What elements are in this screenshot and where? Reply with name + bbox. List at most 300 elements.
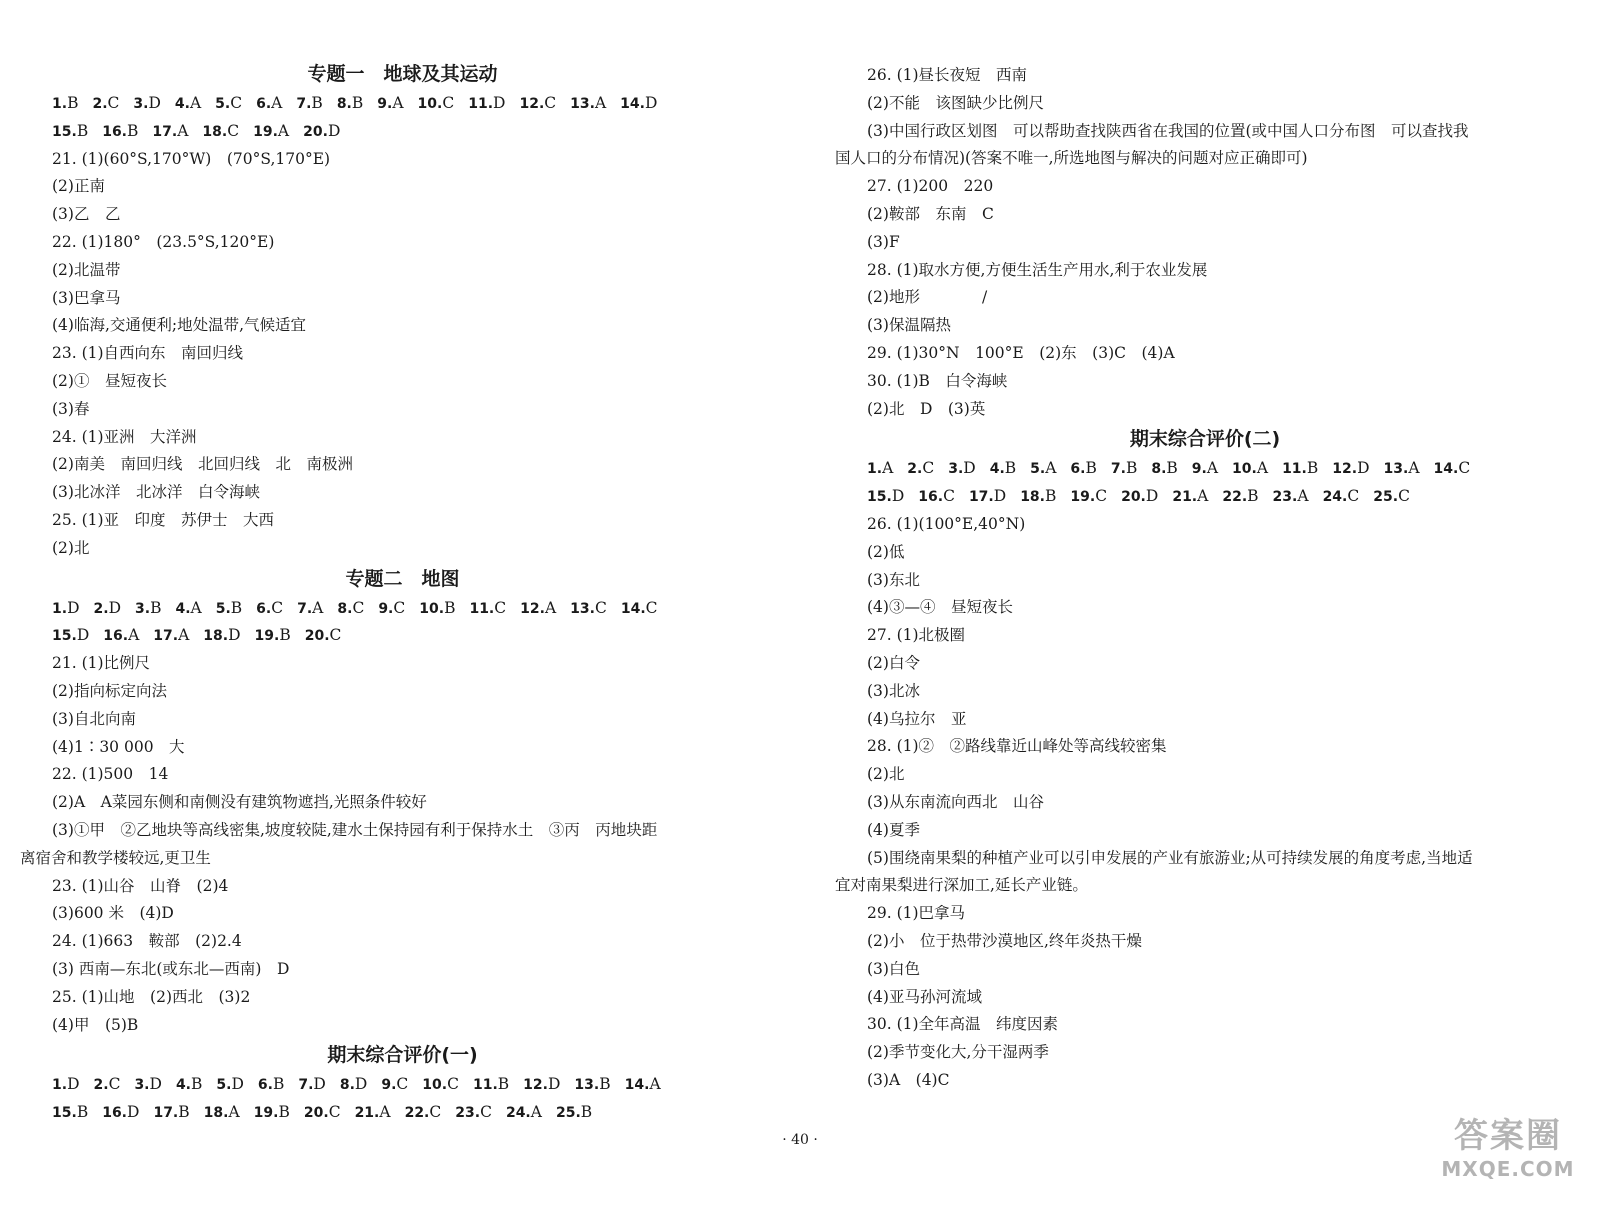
answer-letter: D xyxy=(327,121,341,140)
question-number: 16. xyxy=(918,489,944,506)
answer-letter: C xyxy=(227,121,240,140)
question-answer-line: 22. (1)500 14 xyxy=(52,765,169,784)
question-number: 5. xyxy=(215,600,231,617)
question-answer-line: 25. (1)山地 (2)西北 (3)2 xyxy=(52,987,251,1006)
question-number: 14. xyxy=(620,600,646,617)
choice-answer-row xyxy=(835,483,1575,511)
question-number: 16. xyxy=(102,123,128,140)
question-number: 13. xyxy=(570,600,595,617)
choice-answer xyxy=(254,1099,290,1127)
question-number: 12. xyxy=(523,1077,548,1094)
choice-answer xyxy=(52,118,88,146)
question-number: 9. xyxy=(381,1077,397,1094)
answer-line: (2)北温带 xyxy=(52,260,121,279)
left-column xyxy=(20,58,785,1127)
answer-letter: A xyxy=(190,598,202,617)
choice-answer xyxy=(520,595,556,623)
choice-answer xyxy=(377,90,403,118)
answer-letter: C xyxy=(1458,459,1471,478)
answer-line: (4)甲 (5)B xyxy=(52,1015,139,1034)
choice-answer xyxy=(523,1071,560,1099)
question-number: 14. xyxy=(1433,461,1459,478)
answer-letter: D xyxy=(354,1075,368,1094)
choice-answer xyxy=(621,595,658,623)
question-answer-line: 26. (1)昼长夜短 西南 xyxy=(867,66,1028,84)
question-number: 23. xyxy=(1272,489,1298,506)
answer-letter: C xyxy=(230,94,243,112)
choice-answer xyxy=(94,1071,121,1099)
choice-answer xyxy=(1384,455,1420,483)
choice-answer xyxy=(570,90,606,118)
choice-answer xyxy=(405,1099,442,1127)
choice-answer xyxy=(1121,483,1158,511)
answer-line: (4)乌拉尔 亚 xyxy=(867,709,967,728)
question-number: 6. xyxy=(256,600,272,617)
answer-letter: D xyxy=(149,1075,162,1094)
answer-letter: C xyxy=(494,598,507,617)
answer-letter: B xyxy=(230,598,243,617)
answer-letter: C xyxy=(393,598,406,617)
question-number: 1. xyxy=(52,1077,68,1094)
choice-answer-row xyxy=(20,1071,785,1099)
choice-answer xyxy=(519,90,556,118)
choice-answer xyxy=(469,595,506,623)
answer-letter: C xyxy=(594,598,607,617)
question-number: 17. xyxy=(153,628,179,645)
answer-letter: C xyxy=(480,1103,492,1122)
answer-letter: B xyxy=(580,1103,593,1122)
question-number: 2. xyxy=(93,600,109,617)
question-number: 4. xyxy=(175,1077,191,1094)
answer-letter: D xyxy=(67,1075,80,1094)
choice-answer xyxy=(1172,483,1208,511)
answer-line: (4)③—④ 昼短夜长 xyxy=(867,598,1013,617)
question-answer-line: 21. (1)(60°S,170°W) (70°S,170°E) xyxy=(52,149,331,168)
section-title: 期末综合评价(二) xyxy=(1129,428,1281,451)
choice-answer xyxy=(176,1071,202,1099)
answer-letter: B xyxy=(178,1103,190,1122)
question-number: 21. xyxy=(1172,489,1198,506)
answer-line: (3)A (4)C xyxy=(867,1070,950,1089)
answer-line: 宜对南果梨进行深加工,延长产业链。 xyxy=(835,876,1088,895)
answer-letter: C xyxy=(442,94,455,112)
answer-letter: A xyxy=(177,121,189,140)
answer-letter: B xyxy=(497,1075,510,1094)
question-number: 20. xyxy=(303,1105,329,1122)
answer-letter: B xyxy=(279,626,291,645)
answer-letter: D xyxy=(231,1075,244,1094)
answer-line: (3)中国行政区划图 可以帮助查找陕西省在我国的位置(或中国人口分布图 可以查找我 xyxy=(867,121,1469,140)
choice-answer xyxy=(135,595,161,623)
choice-answer xyxy=(102,1099,139,1127)
choice-answer xyxy=(625,1071,661,1099)
answer-letter: C xyxy=(544,94,557,112)
answer-line: 国人口的分布情况)(答案不唯一,所选地图与解决的问题对应正确即可) xyxy=(835,149,1308,168)
answer-letter: B xyxy=(1125,459,1138,478)
choice-answer xyxy=(203,622,240,650)
choice-answer-row xyxy=(20,595,785,623)
question-number: 3. xyxy=(134,1077,150,1094)
answer-letter: A xyxy=(1297,487,1309,506)
answer-letter: A xyxy=(271,94,283,112)
choice-answer xyxy=(867,483,904,511)
answer-letter: B xyxy=(1085,459,1097,478)
answer-letter: B xyxy=(76,121,89,140)
choice-answer xyxy=(1030,455,1056,483)
question-number: 24. xyxy=(505,1105,531,1122)
question-number: 5. xyxy=(216,1077,232,1094)
question-answer-line: 30. (1)全年高温 纬度因素 xyxy=(867,1015,1059,1034)
answer-letter: C xyxy=(107,94,120,112)
answer-letter: A xyxy=(392,94,404,112)
choice-answer xyxy=(969,483,1006,511)
question-number: 19. xyxy=(1070,489,1096,506)
question-number: 22. xyxy=(404,1105,430,1122)
question-number: 1. xyxy=(52,96,68,112)
answer-line: (3)白色 xyxy=(867,959,920,978)
answer-letter: A xyxy=(1408,459,1420,478)
answer-letter: C xyxy=(1095,487,1108,506)
right-column xyxy=(835,62,1575,1095)
question-number: 18. xyxy=(203,1105,229,1122)
choice-answer xyxy=(153,1099,189,1127)
answer-letter: D xyxy=(547,1075,561,1094)
answer-line: (2)A A菜园东侧和南侧没有建筑物遮挡,光照条件较好 xyxy=(52,793,427,812)
answer-letter: D xyxy=(644,94,658,112)
answer-letter: B xyxy=(191,1075,203,1094)
question-answer-line: 23. (1)自西向东 南回归线 xyxy=(52,344,244,363)
question-number: 11. xyxy=(472,1077,498,1094)
section-title: 专题二 地图 xyxy=(345,567,460,590)
answer-letter: A xyxy=(189,94,202,112)
question-number: 6. xyxy=(256,96,272,112)
answer-line: (2)南美 南回归线 北回归线 北 南极洲 xyxy=(52,455,353,474)
question-number: 23. xyxy=(455,1105,481,1122)
answer-line: (2)地形 / xyxy=(867,288,988,307)
answer-line: (5)围绕南果梨的种植产业可以引申发展的产业有旅游业;从可持续发展的角度考虑,当地适 xyxy=(867,848,1473,867)
answer-letter: A xyxy=(530,1103,542,1122)
answer-letter: B xyxy=(150,598,162,617)
choice-answer xyxy=(1434,455,1471,483)
answer-letter: B xyxy=(127,121,139,140)
question-number: 11. xyxy=(468,96,494,112)
choice-answer xyxy=(1373,483,1410,511)
answer-letter: B xyxy=(311,94,323,112)
choice-answer xyxy=(255,622,291,650)
answer-letter: C xyxy=(1398,487,1410,506)
answer-letter: C xyxy=(447,1075,459,1094)
answer-line: (2)季节变化大,分干湿两季 xyxy=(867,1043,1049,1062)
choice-answer xyxy=(175,90,201,118)
choice-answer xyxy=(556,1099,592,1127)
choice-answer xyxy=(215,90,242,118)
choice-answer xyxy=(92,90,119,118)
choice-answer-row xyxy=(20,1099,785,1127)
answer-letter: A xyxy=(312,598,324,617)
question-number: 7. xyxy=(296,96,312,112)
answer-letter: D xyxy=(148,94,161,112)
answer-letter: A xyxy=(882,459,894,478)
choice-answer xyxy=(202,118,239,146)
answer-letter: A xyxy=(1206,459,1219,478)
answer-letter: C xyxy=(429,1103,442,1122)
question-number: 5. xyxy=(1030,461,1046,478)
choice-answer xyxy=(378,595,405,623)
watermark-text-top: 答案圈 xyxy=(1454,1116,1562,1156)
question-number: 2. xyxy=(93,1077,109,1094)
question-answer-line: 27. (1)北极圈 xyxy=(867,626,966,645)
choice-answer xyxy=(258,1071,284,1099)
question-number: 22. xyxy=(1222,489,1248,506)
answer-line: (3)从东南流向西北 山谷 xyxy=(867,792,1044,811)
question-number: 20. xyxy=(304,628,330,645)
choice-answer xyxy=(918,483,955,511)
choice-answer xyxy=(175,595,201,623)
question-answer-line: 26. (1)(100°E,40°N) xyxy=(867,514,1026,533)
question-number: 8. xyxy=(1151,461,1167,478)
choice-answer-row xyxy=(20,622,785,650)
question-number: 19. xyxy=(253,123,278,140)
answer-letter: A xyxy=(649,1075,661,1094)
answer-letter: D xyxy=(76,626,90,645)
answer-line: 离宿舍和教学楼较远,更卫生 xyxy=(20,848,211,867)
answer-letter: C xyxy=(271,598,284,617)
choice-answer xyxy=(570,595,607,623)
question-number: 8. xyxy=(339,1077,355,1094)
choice-answer xyxy=(867,455,893,483)
choice-answer xyxy=(152,118,188,146)
answer-letter: B xyxy=(444,598,456,617)
choice-answer xyxy=(473,1071,509,1099)
question-number: 4. xyxy=(989,461,1005,478)
question-number: 12. xyxy=(1332,461,1358,478)
choice-answer xyxy=(256,595,283,623)
watermark-text-bottom: MXQE.COM xyxy=(1441,1157,1575,1181)
answer-line: (3)春 xyxy=(52,399,90,418)
question-number: 19. xyxy=(253,1105,279,1122)
choice-answer xyxy=(52,622,89,650)
choice-answer xyxy=(340,1071,368,1099)
answer-line: (3) 西南—东北(或东北—西南) D xyxy=(52,959,290,978)
answer-letter: A xyxy=(228,1103,240,1122)
question-answer-line: 27. (1)200 220 xyxy=(867,177,994,196)
question-number: 17. xyxy=(968,489,994,506)
answer-letter: B xyxy=(1306,459,1319,478)
answer-line: (2)不能 该图缺少比例尺 xyxy=(867,93,1044,112)
choice-answer xyxy=(102,118,138,146)
choice-answer xyxy=(297,595,323,623)
question-number: 5. xyxy=(215,96,231,112)
choice-answer xyxy=(1151,455,1177,483)
question-number: 11. xyxy=(469,600,495,617)
choice-answer-row xyxy=(20,90,785,118)
question-number: 24. xyxy=(1322,489,1348,506)
answer-line: (2)北 xyxy=(867,765,905,784)
answer-line: (2)指向标定向法 xyxy=(52,681,167,700)
answer-line: (3)F xyxy=(867,232,900,251)
answer-line: (3)乙 乙 xyxy=(52,205,121,224)
choice-answer xyxy=(1232,455,1268,483)
choice-answer xyxy=(103,622,139,650)
question-number: 7. xyxy=(298,1077,314,1094)
choice-answer xyxy=(303,118,340,146)
answer-letter: D xyxy=(891,487,905,506)
answer-letter: B xyxy=(272,1075,285,1094)
choice-answer xyxy=(355,1099,391,1127)
answer-letter: B xyxy=(76,1103,89,1122)
question-number: 15. xyxy=(52,1105,77,1122)
choice-answer xyxy=(52,1071,80,1099)
question-number: 18. xyxy=(203,628,229,645)
answer-line: (3)东北 xyxy=(867,570,920,589)
question-number: 2. xyxy=(92,96,108,112)
question-number: 1. xyxy=(52,600,68,617)
answer-letter: C xyxy=(352,598,365,617)
question-answer-line: 24. (1)亚洲 大洋洲 xyxy=(52,427,197,446)
question-number: 20. xyxy=(303,123,328,140)
answer-letter: A xyxy=(544,598,557,617)
question-number: 14. xyxy=(620,96,645,112)
answer-letter: A xyxy=(379,1103,391,1122)
choice-answer xyxy=(1332,455,1369,483)
answer-letter: D xyxy=(313,1075,326,1094)
choice-answer xyxy=(298,1071,326,1099)
choice-answer xyxy=(419,595,455,623)
choice-answer xyxy=(133,90,161,118)
answer-line: (4)临海,交通便利;地处温带,气候适宜 xyxy=(52,316,307,335)
question-number: 25. xyxy=(1373,489,1399,506)
question-number: 3. xyxy=(133,96,149,112)
answer-letter: C xyxy=(922,459,935,478)
answer-line: (3)北冰洋 北冰洋 白令海峡 xyxy=(52,483,260,502)
answer-letter: B xyxy=(1004,459,1017,478)
choice-answer xyxy=(907,455,934,483)
choice-answer xyxy=(296,90,322,118)
answer-line: (4)1∶30 000 大 xyxy=(52,737,185,756)
question-number: 10. xyxy=(419,600,445,617)
choice-answer xyxy=(1323,483,1360,511)
answer-letter: C xyxy=(943,487,955,506)
choice-answer xyxy=(381,1071,408,1099)
choice-answer xyxy=(256,90,282,118)
choice-answer xyxy=(422,1071,459,1099)
question-number: 16. xyxy=(102,1105,128,1122)
choice-answer xyxy=(1070,483,1107,511)
question-answer-line: 28. (1)② ②路线靠近山峰处等高线较密集 xyxy=(867,737,1167,756)
question-number: 10. xyxy=(1232,461,1257,478)
choice-answer xyxy=(1070,455,1096,483)
question-number: 4. xyxy=(174,96,190,112)
choice-answer xyxy=(304,1099,341,1127)
answer-letter: D xyxy=(493,94,506,112)
question-number: 9. xyxy=(377,96,393,112)
answer-letter: C xyxy=(329,626,342,645)
question-number: 18. xyxy=(1020,489,1045,506)
answer-letter: B xyxy=(67,94,79,112)
question-number: 15. xyxy=(52,123,77,140)
question-number: 16. xyxy=(103,628,129,645)
choice-answer xyxy=(337,595,364,623)
section-title: 期末综合评价(一) xyxy=(327,1044,478,1067)
answer-line: (4)亚马孙河流域 xyxy=(867,987,982,1006)
choice-answer xyxy=(1273,483,1309,511)
answer-line: (2)小 位于热带沙漠地区,终年炎热干燥 xyxy=(867,931,1142,950)
choice-answer xyxy=(506,1099,542,1127)
answer-line: (3)①甲 ②乙地块等高线密集,坡度较陡,建水土保持园有利于保持水土 ③丙 丙地块距 xyxy=(52,820,658,839)
answer-letter: B xyxy=(351,94,364,112)
answer-line: (2)低 xyxy=(867,542,905,561)
choice-answer xyxy=(216,595,242,623)
choice-answer xyxy=(1111,455,1137,483)
section-title: 专题一 地球及其运动 xyxy=(307,63,498,85)
choice-answer xyxy=(52,595,80,623)
answer-letter: A xyxy=(1045,459,1057,478)
question-number: 2. xyxy=(907,461,923,478)
choice-answer-row xyxy=(20,118,785,146)
choice-answer xyxy=(52,90,78,118)
answer-letter: A xyxy=(128,626,140,645)
choice-answer xyxy=(216,1071,244,1099)
watermark-logo xyxy=(1428,1108,1588,1208)
question-number: 15. xyxy=(52,628,77,645)
question-number: 8. xyxy=(336,96,352,112)
answer-letter: D xyxy=(108,598,121,617)
choice-answer-row xyxy=(835,455,1575,483)
choice-answer xyxy=(990,455,1016,483)
question-number: 13. xyxy=(574,1077,600,1094)
answer-letter: C xyxy=(645,598,658,617)
question-number: 13. xyxy=(1383,461,1409,478)
question-number: 18. xyxy=(202,123,228,140)
question-number: 6. xyxy=(1070,461,1086,478)
answer-letter: B xyxy=(1045,487,1057,506)
question-number: 10. xyxy=(417,96,443,112)
question-number: 7. xyxy=(1110,461,1126,478)
answer-letter: B xyxy=(278,1103,290,1122)
choice-answer xyxy=(1020,483,1056,511)
question-number: 9. xyxy=(378,600,394,617)
answer-letter: B xyxy=(1247,487,1259,506)
question-number: 11. xyxy=(1282,461,1307,478)
choice-answer xyxy=(204,1099,240,1127)
question-number: 3. xyxy=(135,600,151,617)
question-number: 10. xyxy=(422,1077,448,1094)
answer-letter: A xyxy=(178,626,190,645)
question-number: 3. xyxy=(948,461,964,478)
question-number: 20. xyxy=(1121,489,1146,506)
question-number: 12. xyxy=(520,600,545,617)
choice-answer xyxy=(337,90,363,118)
answer-line: (2)正南 xyxy=(52,177,105,196)
answer-letter: B xyxy=(1166,459,1178,478)
answer-letter: C xyxy=(108,1075,121,1094)
question-number: 12. xyxy=(519,96,545,112)
question-number: 21. xyxy=(354,1105,380,1122)
question-number: 15. xyxy=(867,489,892,506)
answer-letter: B xyxy=(599,1075,611,1094)
answer-letter: D xyxy=(228,626,241,645)
question-number: 14. xyxy=(624,1077,650,1094)
answer-letter: A xyxy=(1256,459,1269,478)
answer-letter: A xyxy=(277,121,290,140)
answer-letter: C xyxy=(396,1075,409,1094)
question-answer-line: 24. (1)663 鞍部 (2)2.4 xyxy=(52,932,242,951)
choice-answer xyxy=(620,90,657,118)
question-number: 9. xyxy=(1191,461,1207,478)
answer-letter: A xyxy=(1197,487,1209,506)
answer-line: (2)① 昼短夜长 xyxy=(52,371,167,390)
choice-answer xyxy=(94,595,122,623)
